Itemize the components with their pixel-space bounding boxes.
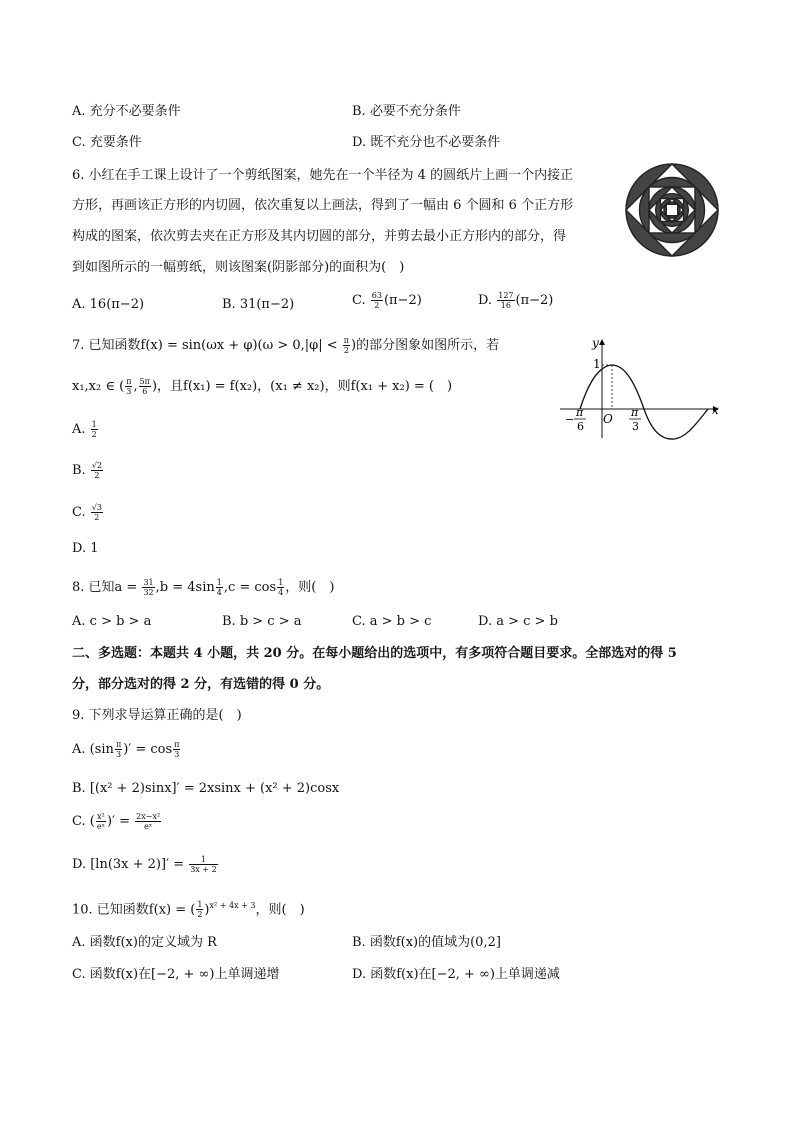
tick-pi3-num: π — [631, 406, 639, 419]
q6-option-d: D. $\frac{127}{16}$ (π−2) — [478, 291, 554, 310]
q10-option-d: D. 函数f(x)在[−2, + ∞)上单调递减 — [352, 967, 560, 982]
y-axis-label: y — [592, 336, 599, 350]
q7-option-b: B. $\frac{√2}{2}$ — [72, 461, 103, 480]
q5-option-b: B. 必要不充分条件 — [352, 104, 461, 119]
q7-stem-line-1: 7. 已知函数f(x) = sin(ωx + φ)(ω > 0,|φ| < $\frac{\pi}{2}$ )的部分图象如图所示，若 — [72, 336, 500, 355]
origin-label: O — [603, 412, 613, 426]
q9-option-b: B. [(x² + 2)sinx]′ = 2xsinx + (x² + 2)cosx — [72, 781, 340, 796]
sine-graph — [556, 334, 726, 440]
q6-option-b: B. 31(π−2) — [222, 297, 295, 312]
q6-option-c: C. $\frac{63}{2}$ (π−2) — [352, 291, 422, 310]
q10-stem: 10. 已知函数f(x) = ( $\frac{1}{2}$ )$^{x^2 + 4x + 3}$，则( ) — [72, 900, 305, 920]
q10-option-c: C. 函数f(x)在[−2, + ∞)上单调递增 — [72, 967, 280, 982]
section-2-heading-line-1: 二、多选题：本题共 4 小题，共 20 分。在每小题给出的选项中，有多项符合题目要求。全部选对的得 5 — [72, 646, 677, 661]
tick-neg-pi6-num: π — [576, 406, 584, 419]
q7-stem-line-2: x₁,x₂ ∈ ( $\frac{\pi}{3}$ , $\frac{5\pi}{6}$ )，且f(x₁) = f(x₂)，(x₁ ≠ x₂)，则f(x₁ + x₂) = ( ) — [72, 377, 453, 396]
q8-stem: 8. 已知a = $\frac{31}{32}$ ,b = 4sin $\frac{1}{4}$ ,c = cos $\frac{1}{4}$ ，则( ) — [72, 578, 335, 597]
q5-option-d: D. 既不充分也不必要条件 — [352, 135, 501, 150]
section-2-heading-line-2: 分，部分选对的得 2 分，有选错的得 0 分。 — [72, 677, 330, 692]
tick-neg-pi6-den: 6 — [577, 420, 584, 433]
q5-option-a: A. 充分不必要条件 — [72, 104, 181, 119]
q8-option-a: A. c > b > a — [72, 614, 152, 629]
q9-option-d: D. [ln(3x + 2)]′ = $\frac{1}{3x + 2}$ — [72, 855, 217, 874]
q10-option-b: B. 函数f(x)的值域为(0,2] — [352, 935, 501, 950]
paper-cut-figure — [624, 162, 720, 258]
sine-curve — [580, 365, 708, 439]
q6-stem-line-4: 到如图所示的一幅剪纸，则该图案(阴影部分)的面积为( ) — [72, 260, 405, 275]
q6-option-a: A. 16(π−2) — [72, 297, 145, 312]
q9-option-a: A. (sin $\frac{\pi}{3}$ )′ = cos $\frac{\pi}{3}$ — [72, 740, 180, 759]
max-value-label: 1 — [593, 357, 601, 371]
fraction: $\frac{127}{16}$ — [498, 291, 514, 310]
q5-option-c: C. 充要条件 — [72, 135, 142, 150]
q7-option-a: A. $\frac{1}{2}$ — [72, 420, 97, 439]
q8-option-b: B. b > c > a — [222, 614, 302, 629]
q6-stem-line-3: 构成的图案，依次剪去夹在正方形及其内切圆的部分，并剪去最小正方形内的部分，得 — [72, 229, 567, 244]
q10-option-a: A. 函数f(x)的定义域为 R — [72, 935, 217, 950]
tick-pi3-den: 3 — [632, 420, 639, 433]
q9-stem: 9. 下列求导运算正确的是( ) — [72, 708, 242, 723]
fraction: $\frac{63}{2}$ — [371, 291, 382, 310]
q6-stem-line-2: 方形，再画该正方形的内切圆，依次重复以上画法，得到了一幅由 6 个圆和 6 个正方形 — [72, 198, 574, 213]
q7-option-d: D. 1 — [72, 541, 99, 556]
q6-stem-line-1: 6. 小红在手工课上设计了一个剪纸图案，她先在一个半径为 4 的圆纸片上画一个内接正 — [72, 168, 574, 183]
q9-option-c: C. ( $\frac{\text{x²}}{\text{eˣ}}$ )′ = $\frac{\text{2x−x²}}{\text{eˣ}}$ — [72, 812, 161, 831]
neg-sign: − — [565, 413, 575, 426]
x-axis-label: x — [712, 403, 719, 417]
q7-option-c: C. $\frac{√3}{2}$ — [72, 503, 102, 522]
q8-option-d: D. a > c > b — [478, 614, 558, 629]
q8-option-c: C. a > b > c — [352, 614, 432, 629]
